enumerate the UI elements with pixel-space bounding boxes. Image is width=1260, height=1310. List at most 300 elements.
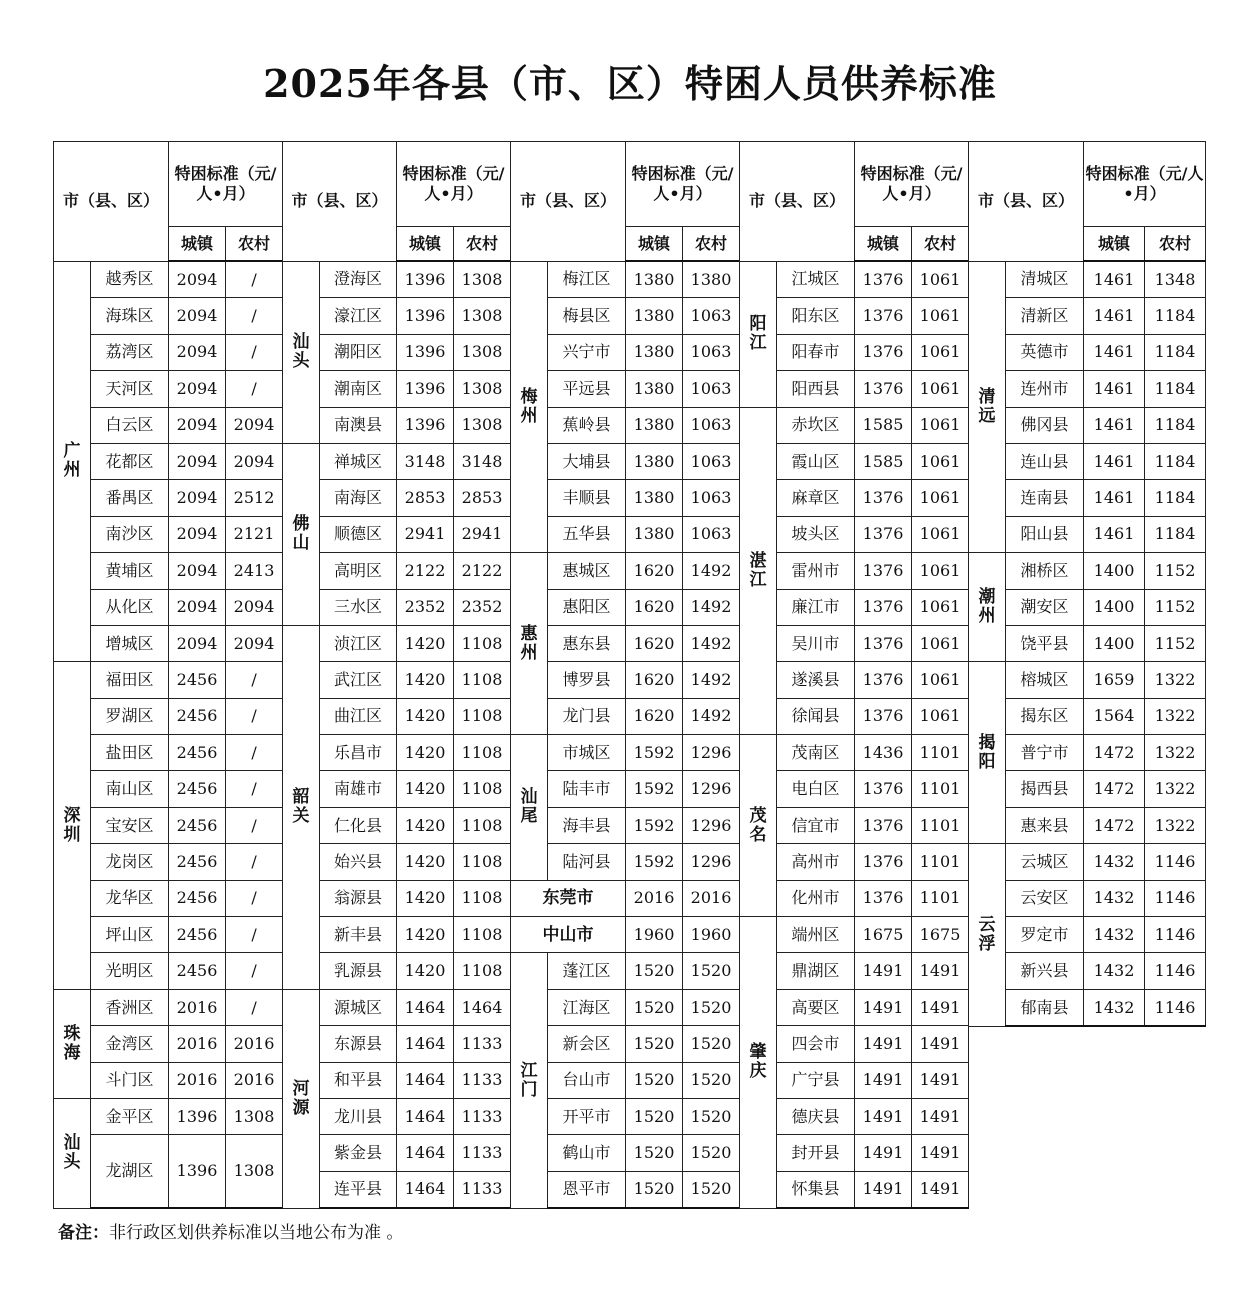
urban-value: 2094 xyxy=(169,480,226,516)
urban-value: 1432 xyxy=(1084,917,1145,953)
header-standard: 特困标准（元/人•月） xyxy=(626,142,740,227)
table-row xyxy=(54,261,283,298)
district-cell: 潮安区 xyxy=(1006,589,1084,625)
rural-value: 1108 xyxy=(454,771,511,807)
urban-value: 1420 xyxy=(397,807,454,843)
urban-value: 1592 xyxy=(626,771,683,807)
district-cell: 濠江区 xyxy=(320,298,397,334)
district-cell: 南雄市 xyxy=(320,771,397,807)
district-cell: 清城区 xyxy=(1006,261,1084,298)
urban-value: 1376 xyxy=(855,553,912,589)
urban-value: 2094 xyxy=(169,625,226,661)
district-cell: 连山县 xyxy=(1006,443,1084,479)
urban-value: 1491 xyxy=(855,1171,912,1208)
urban-value: 2016 xyxy=(169,1026,226,1062)
city-name: 深圳 xyxy=(63,805,81,845)
header-row xyxy=(740,142,969,227)
district-cell: 榕城区 xyxy=(1006,662,1084,698)
rural-value: 1520 xyxy=(683,1098,740,1134)
urban-value: 1461 xyxy=(1084,371,1145,407)
urban-value: 3148 xyxy=(397,443,454,479)
table-row xyxy=(511,261,740,298)
rural-value: 1184 xyxy=(1145,371,1206,407)
header-row xyxy=(511,142,740,227)
district-cell: 黄埔区 xyxy=(91,553,169,589)
urban-value: 1520 xyxy=(626,1135,683,1171)
urban-value: 1585 xyxy=(855,443,912,479)
rural-value: 1146 xyxy=(1145,917,1206,953)
rural-value: 1146 xyxy=(1145,844,1206,880)
district-cell: 清新区 xyxy=(1006,298,1084,334)
table-row xyxy=(283,625,511,661)
district-cell: 台山市 xyxy=(548,1062,626,1098)
rural-value: 1061 xyxy=(912,261,969,298)
urban-value: 2094 xyxy=(169,443,226,479)
urban-value: 1960 xyxy=(626,917,683,953)
rural-value: 1296 xyxy=(683,844,740,880)
urban-value: 1491 xyxy=(855,1062,912,1098)
urban-value: 1376 xyxy=(855,844,912,880)
urban-value: 1592 xyxy=(626,844,683,880)
urban-value: 1396 xyxy=(397,371,454,407)
district-cell: 香洲区 xyxy=(91,989,169,1025)
rural-value: 1063 xyxy=(683,298,740,334)
rural-value: / xyxy=(226,261,283,298)
city-name: 揭阳 xyxy=(978,732,996,772)
rural-value: 1492 xyxy=(683,589,740,625)
urban-value: 1420 xyxy=(397,844,454,880)
urban-value: 1376 xyxy=(855,625,912,661)
district-cell: 大埔县 xyxy=(548,443,626,479)
rural-value: 2016 xyxy=(683,880,740,916)
district-cell: 平远县 xyxy=(548,371,626,407)
rural-value: 1675 xyxy=(912,917,969,953)
city-name: 佛山 xyxy=(292,514,310,554)
rural-value: 1322 xyxy=(1145,662,1206,698)
rural-value: 1133 xyxy=(454,1171,511,1208)
rural-value: 1184 xyxy=(1145,443,1206,479)
district-cell: 信宜市 xyxy=(777,807,855,843)
district-cell: 吴川市 xyxy=(777,625,855,661)
district-cell: 光明区 xyxy=(91,953,169,989)
district-cell: 坡头区 xyxy=(777,516,855,552)
rural-value: 1108 xyxy=(454,844,511,880)
urban-value: 2456 xyxy=(169,844,226,880)
city-name: 茂名 xyxy=(749,805,767,845)
city-name: 梅州 xyxy=(520,386,538,426)
district-cell: 惠城区 xyxy=(548,553,626,589)
urban-value: 1659 xyxy=(1084,662,1145,698)
rural-value: / xyxy=(226,844,283,880)
footnote xyxy=(58,1218,403,1243)
district-cell: 高明区 xyxy=(320,553,397,589)
city-name: 汕尾 xyxy=(520,787,538,827)
column-block-5 xyxy=(968,141,1206,1027)
table-row xyxy=(740,735,969,771)
district-cell: 海珠区 xyxy=(91,298,169,334)
header-row xyxy=(969,142,1206,227)
rural-value: 1108 xyxy=(454,698,511,734)
city-cell xyxy=(511,953,548,1208)
district-cell: 新兴县 xyxy=(1006,953,1084,989)
rural-value: 2121 xyxy=(226,516,283,552)
district-cell: 从化区 xyxy=(91,589,169,625)
table-row xyxy=(969,844,1206,880)
district-cell: 潮南区 xyxy=(320,371,397,407)
header-region: 市（县、区） xyxy=(54,142,169,262)
urban-value: 1376 xyxy=(855,589,912,625)
rural-value: 1061 xyxy=(912,443,969,479)
district-cell: 罗定市 xyxy=(1006,917,1084,953)
urban-value: 1620 xyxy=(626,698,683,734)
rural-value: 1101 xyxy=(912,735,969,771)
urban-value: 1400 xyxy=(1084,553,1145,589)
rural-value: 1322 xyxy=(1145,771,1206,807)
urban-value: 1420 xyxy=(397,917,454,953)
rural-value: / xyxy=(226,735,283,771)
table-row xyxy=(740,407,969,443)
district-cell: 电白区 xyxy=(777,771,855,807)
urban-value: 1420 xyxy=(397,953,454,989)
rural-value: 1061 xyxy=(912,334,969,370)
district-cell: 增城区 xyxy=(91,625,169,661)
district-cell: 郁南县 xyxy=(1006,989,1084,1026)
table-row xyxy=(54,989,283,1025)
urban-value: 2456 xyxy=(169,662,226,698)
urban-value: 1376 xyxy=(855,880,912,916)
urban-value: 1396 xyxy=(397,407,454,443)
district-cell: 顺德区 xyxy=(320,516,397,552)
rural-value: / xyxy=(226,917,283,953)
rural-value: 1152 xyxy=(1145,589,1206,625)
rural-value: 1063 xyxy=(683,516,740,552)
urban-value: 1491 xyxy=(855,1135,912,1171)
header-row xyxy=(54,142,283,227)
table-row xyxy=(511,953,740,989)
urban-value: 1380 xyxy=(626,480,683,516)
rural-value: 1491 xyxy=(912,1171,969,1208)
district-cell: 怀集县 xyxy=(777,1171,855,1208)
header-region: 市（县、区） xyxy=(740,142,855,262)
district-cell: 封开县 xyxy=(777,1135,855,1171)
rural-value: 1492 xyxy=(683,698,740,734)
district-cell: 阳西县 xyxy=(777,371,855,407)
rural-value: 1101 xyxy=(912,771,969,807)
district-cell: 花都区 xyxy=(91,443,169,479)
rural-value: 1061 xyxy=(912,625,969,661)
rural-value: 1492 xyxy=(683,625,740,661)
city-name: 潮州 xyxy=(978,587,996,627)
city-cell xyxy=(740,917,777,1209)
district-cell: 仁化县 xyxy=(320,807,397,843)
urban-value: 1620 xyxy=(626,553,683,589)
district-cell: 宝安区 xyxy=(91,807,169,843)
urban-value: 1396 xyxy=(397,334,454,370)
rural-value: 1492 xyxy=(683,553,740,589)
header-rural: 农村 xyxy=(1145,227,1206,262)
rural-value: 1108 xyxy=(454,917,511,953)
city-cell xyxy=(511,735,548,881)
urban-value: 1620 xyxy=(626,662,683,698)
district-cell: 普宁市 xyxy=(1006,735,1084,771)
district-cell: 龙岗区 xyxy=(91,844,169,880)
rural-value: 1152 xyxy=(1145,625,1206,661)
urban-value: 1491 xyxy=(855,1026,912,1062)
district-cell: 阳山县 xyxy=(1006,516,1084,552)
rural-value: 1296 xyxy=(683,771,740,807)
rural-value: 1520 xyxy=(683,1135,740,1171)
rural-value: 2122 xyxy=(454,553,511,589)
rural-value: / xyxy=(226,298,283,334)
urban-value: 1491 xyxy=(855,989,912,1025)
rural-value: / xyxy=(226,771,283,807)
district-cell: 白云区 xyxy=(91,407,169,443)
district-cell: 端州区 xyxy=(777,917,855,953)
district-cell: 和平县 xyxy=(320,1062,397,1098)
rural-value: 1184 xyxy=(1145,298,1206,334)
rural-value: 1491 xyxy=(912,1098,969,1134)
urban-value: 1380 xyxy=(626,443,683,479)
table-row xyxy=(511,553,740,589)
rural-value: 1146 xyxy=(1145,953,1206,989)
city-name: 河源 xyxy=(292,1078,310,1118)
rural-value: / xyxy=(226,953,283,989)
table-row xyxy=(54,662,283,698)
urban-value: 1376 xyxy=(855,771,912,807)
rural-value: 1491 xyxy=(912,1026,969,1062)
district-cell: 斗门区 xyxy=(91,1062,169,1098)
urban-value: 1620 xyxy=(626,589,683,625)
district-cell: 南山区 xyxy=(91,771,169,807)
rural-value: 2016 xyxy=(226,1026,283,1062)
district-cell: 江海区 xyxy=(548,989,626,1025)
rural-value: 1491 xyxy=(912,1062,969,1098)
city-cell: 中山市 xyxy=(511,917,626,953)
urban-value: 1376 xyxy=(855,334,912,370)
district-cell: 广宁县 xyxy=(777,1062,855,1098)
urban-value: 2122 xyxy=(397,553,454,589)
district-cell: 饶平县 xyxy=(1006,625,1084,661)
urban-value: 1432 xyxy=(1084,989,1145,1026)
district-cell: 揭东区 xyxy=(1006,698,1084,734)
rural-value: 1108 xyxy=(454,662,511,698)
urban-value: 1420 xyxy=(397,735,454,771)
header-row xyxy=(283,142,511,227)
city-cell xyxy=(54,261,91,662)
urban-value: 1461 xyxy=(1084,298,1145,334)
district-cell: 金平区 xyxy=(91,1098,169,1134)
district-cell: 江城区 xyxy=(777,261,855,298)
urban-value: 1380 xyxy=(626,298,683,334)
city-cell xyxy=(283,625,320,989)
urban-value: 1376 xyxy=(855,298,912,334)
urban-value: 1376 xyxy=(855,371,912,407)
urban-value: 1396 xyxy=(397,261,454,298)
urban-value: 2016 xyxy=(169,1062,226,1098)
district-cell: 英德市 xyxy=(1006,334,1084,370)
urban-value: 2456 xyxy=(169,771,226,807)
urban-value: 1520 xyxy=(626,989,683,1025)
rural-value: / xyxy=(226,698,283,734)
urban-value: 1376 xyxy=(855,480,912,516)
urban-value: 1380 xyxy=(626,407,683,443)
city-name: 汕头 xyxy=(63,1133,81,1173)
urban-value: 1464 xyxy=(397,989,454,1025)
city-cell xyxy=(969,662,1006,844)
urban-value: 2094 xyxy=(169,261,226,298)
urban-value: 2094 xyxy=(169,371,226,407)
rural-value: 1101 xyxy=(912,844,969,880)
header-region: 市（县、区） xyxy=(283,142,397,262)
urban-value: 1400 xyxy=(1084,589,1145,625)
rural-value: 2352 xyxy=(454,589,511,625)
header-urban: 城镇 xyxy=(855,227,912,262)
rural-value: 1520 xyxy=(683,989,740,1025)
city-name: 江门 xyxy=(520,1060,538,1100)
district-cell: 佛冈县 xyxy=(1006,407,1084,443)
urban-value: 1675 xyxy=(855,917,912,953)
city-name: 韶关 xyxy=(292,787,310,827)
rural-value: 1108 xyxy=(454,953,511,989)
urban-value: 1520 xyxy=(626,1026,683,1062)
urban-value: 1491 xyxy=(855,953,912,989)
district-cell: 东源县 xyxy=(320,1026,397,1062)
rural-value: / xyxy=(226,371,283,407)
rural-value: 2094 xyxy=(226,407,283,443)
urban-value: 2016 xyxy=(169,989,226,1025)
district-cell: 武江区 xyxy=(320,662,397,698)
district-cell: 源城区 xyxy=(320,989,397,1025)
district-cell: 龙湖区 xyxy=(91,1135,169,1209)
rural-value: 1380 xyxy=(683,261,740,298)
urban-value: 1464 xyxy=(397,1026,454,1062)
table-row xyxy=(283,261,511,298)
rural-value: 1063 xyxy=(683,407,740,443)
table-row xyxy=(54,1098,283,1134)
header-rural: 农村 xyxy=(683,227,740,262)
district-cell: 金湾区 xyxy=(91,1026,169,1062)
rural-value: 1101 xyxy=(912,807,969,843)
header-rural: 农村 xyxy=(226,227,283,262)
rural-value: 1108 xyxy=(454,807,511,843)
rural-value: 1061 xyxy=(912,480,969,516)
table-row xyxy=(969,261,1206,298)
rural-value: / xyxy=(226,662,283,698)
rural-value: 1108 xyxy=(454,880,511,916)
urban-value: 1461 xyxy=(1084,334,1145,370)
urban-value: 1461 xyxy=(1084,480,1145,516)
rural-value: 1322 xyxy=(1145,735,1206,771)
column-block-2 xyxy=(282,141,511,1209)
city-cell xyxy=(511,261,548,553)
urban-value: 1420 xyxy=(397,771,454,807)
district-cell: 荔湾区 xyxy=(91,334,169,370)
urban-value: 1380 xyxy=(626,516,683,552)
rural-value: 1108 xyxy=(454,735,511,771)
district-cell: 湘桥区 xyxy=(1006,553,1084,589)
standards-table xyxy=(53,141,1205,1199)
city-cell xyxy=(740,735,777,917)
urban-value: 2941 xyxy=(397,516,454,552)
district-cell: 福田区 xyxy=(91,662,169,698)
city-name: 云浮 xyxy=(978,914,996,954)
urban-value: 2094 xyxy=(169,407,226,443)
rural-value: 1184 xyxy=(1145,407,1206,443)
city-name: 广州 xyxy=(63,441,81,481)
urban-value: 1420 xyxy=(397,662,454,698)
urban-value: 1376 xyxy=(855,698,912,734)
urban-value: 2094 xyxy=(169,589,226,625)
district-cell: 惠来县 xyxy=(1006,807,1084,843)
page-title: 2025年各县（市、区）特困人员供养标准 xyxy=(263,61,997,106)
urban-value: 1491 xyxy=(855,1098,912,1134)
urban-value: 1472 xyxy=(1084,735,1145,771)
district-cell: 遂溪县 xyxy=(777,662,855,698)
district-cell: 浈江区 xyxy=(320,625,397,661)
urban-value: 2456 xyxy=(169,917,226,953)
table-row xyxy=(969,553,1206,589)
table-row xyxy=(969,662,1206,698)
city-cell xyxy=(54,989,91,1098)
rural-value: 1322 xyxy=(1145,807,1206,843)
urban-value: 1564 xyxy=(1084,698,1145,734)
rural-value: 1308 xyxy=(454,261,511,298)
column-block-1 xyxy=(53,141,283,1209)
urban-value: 1520 xyxy=(626,1062,683,1098)
urban-value: 1432 xyxy=(1084,953,1145,989)
rural-value: 2094 xyxy=(226,625,283,661)
rural-value: 2413 xyxy=(226,553,283,589)
urban-value: 1585 xyxy=(855,407,912,443)
rural-value: 1152 xyxy=(1145,553,1206,589)
rural-value: 1322 xyxy=(1145,698,1206,734)
district-cell: 新会区 xyxy=(548,1026,626,1062)
urban-value: 1420 xyxy=(397,880,454,916)
urban-value: 1432 xyxy=(1084,880,1145,916)
city-name: 清远 xyxy=(978,386,996,426)
rural-value: 1348 xyxy=(1145,261,1206,298)
district-cell: 鼎湖区 xyxy=(777,953,855,989)
urban-value: 2094 xyxy=(169,298,226,334)
rural-value: 1520 xyxy=(683,1026,740,1062)
city-name: 珠海 xyxy=(63,1023,81,1063)
city-cell xyxy=(54,1098,91,1208)
table-row xyxy=(740,917,969,953)
city-cell xyxy=(283,989,320,1208)
urban-value: 1461 xyxy=(1084,407,1145,443)
rural-value: 1184 xyxy=(1145,480,1206,516)
district-cell: 澄海区 xyxy=(320,261,397,298)
city-cell xyxy=(969,553,1006,662)
district-cell: 龙川县 xyxy=(320,1098,397,1134)
district-cell: 天河区 xyxy=(91,371,169,407)
city-cell xyxy=(969,844,1006,1026)
table-row xyxy=(511,880,740,916)
district-cell: 开平市 xyxy=(548,1098,626,1134)
urban-value: 1400 xyxy=(1084,625,1145,661)
rural-value: 1308 xyxy=(226,1135,283,1209)
urban-value: 2456 xyxy=(169,807,226,843)
header-standard: 特困标准（元/人•月） xyxy=(855,142,969,227)
district-cell: 徐闻县 xyxy=(777,698,855,734)
rural-value: 1061 xyxy=(912,298,969,334)
district-cell: 连州市 xyxy=(1006,371,1084,407)
district-cell: 蕉岭县 xyxy=(548,407,626,443)
urban-value: 1520 xyxy=(626,1171,683,1208)
district-cell: 乳源县 xyxy=(320,953,397,989)
district-cell: 紫金县 xyxy=(320,1135,397,1171)
table-row xyxy=(511,735,740,771)
